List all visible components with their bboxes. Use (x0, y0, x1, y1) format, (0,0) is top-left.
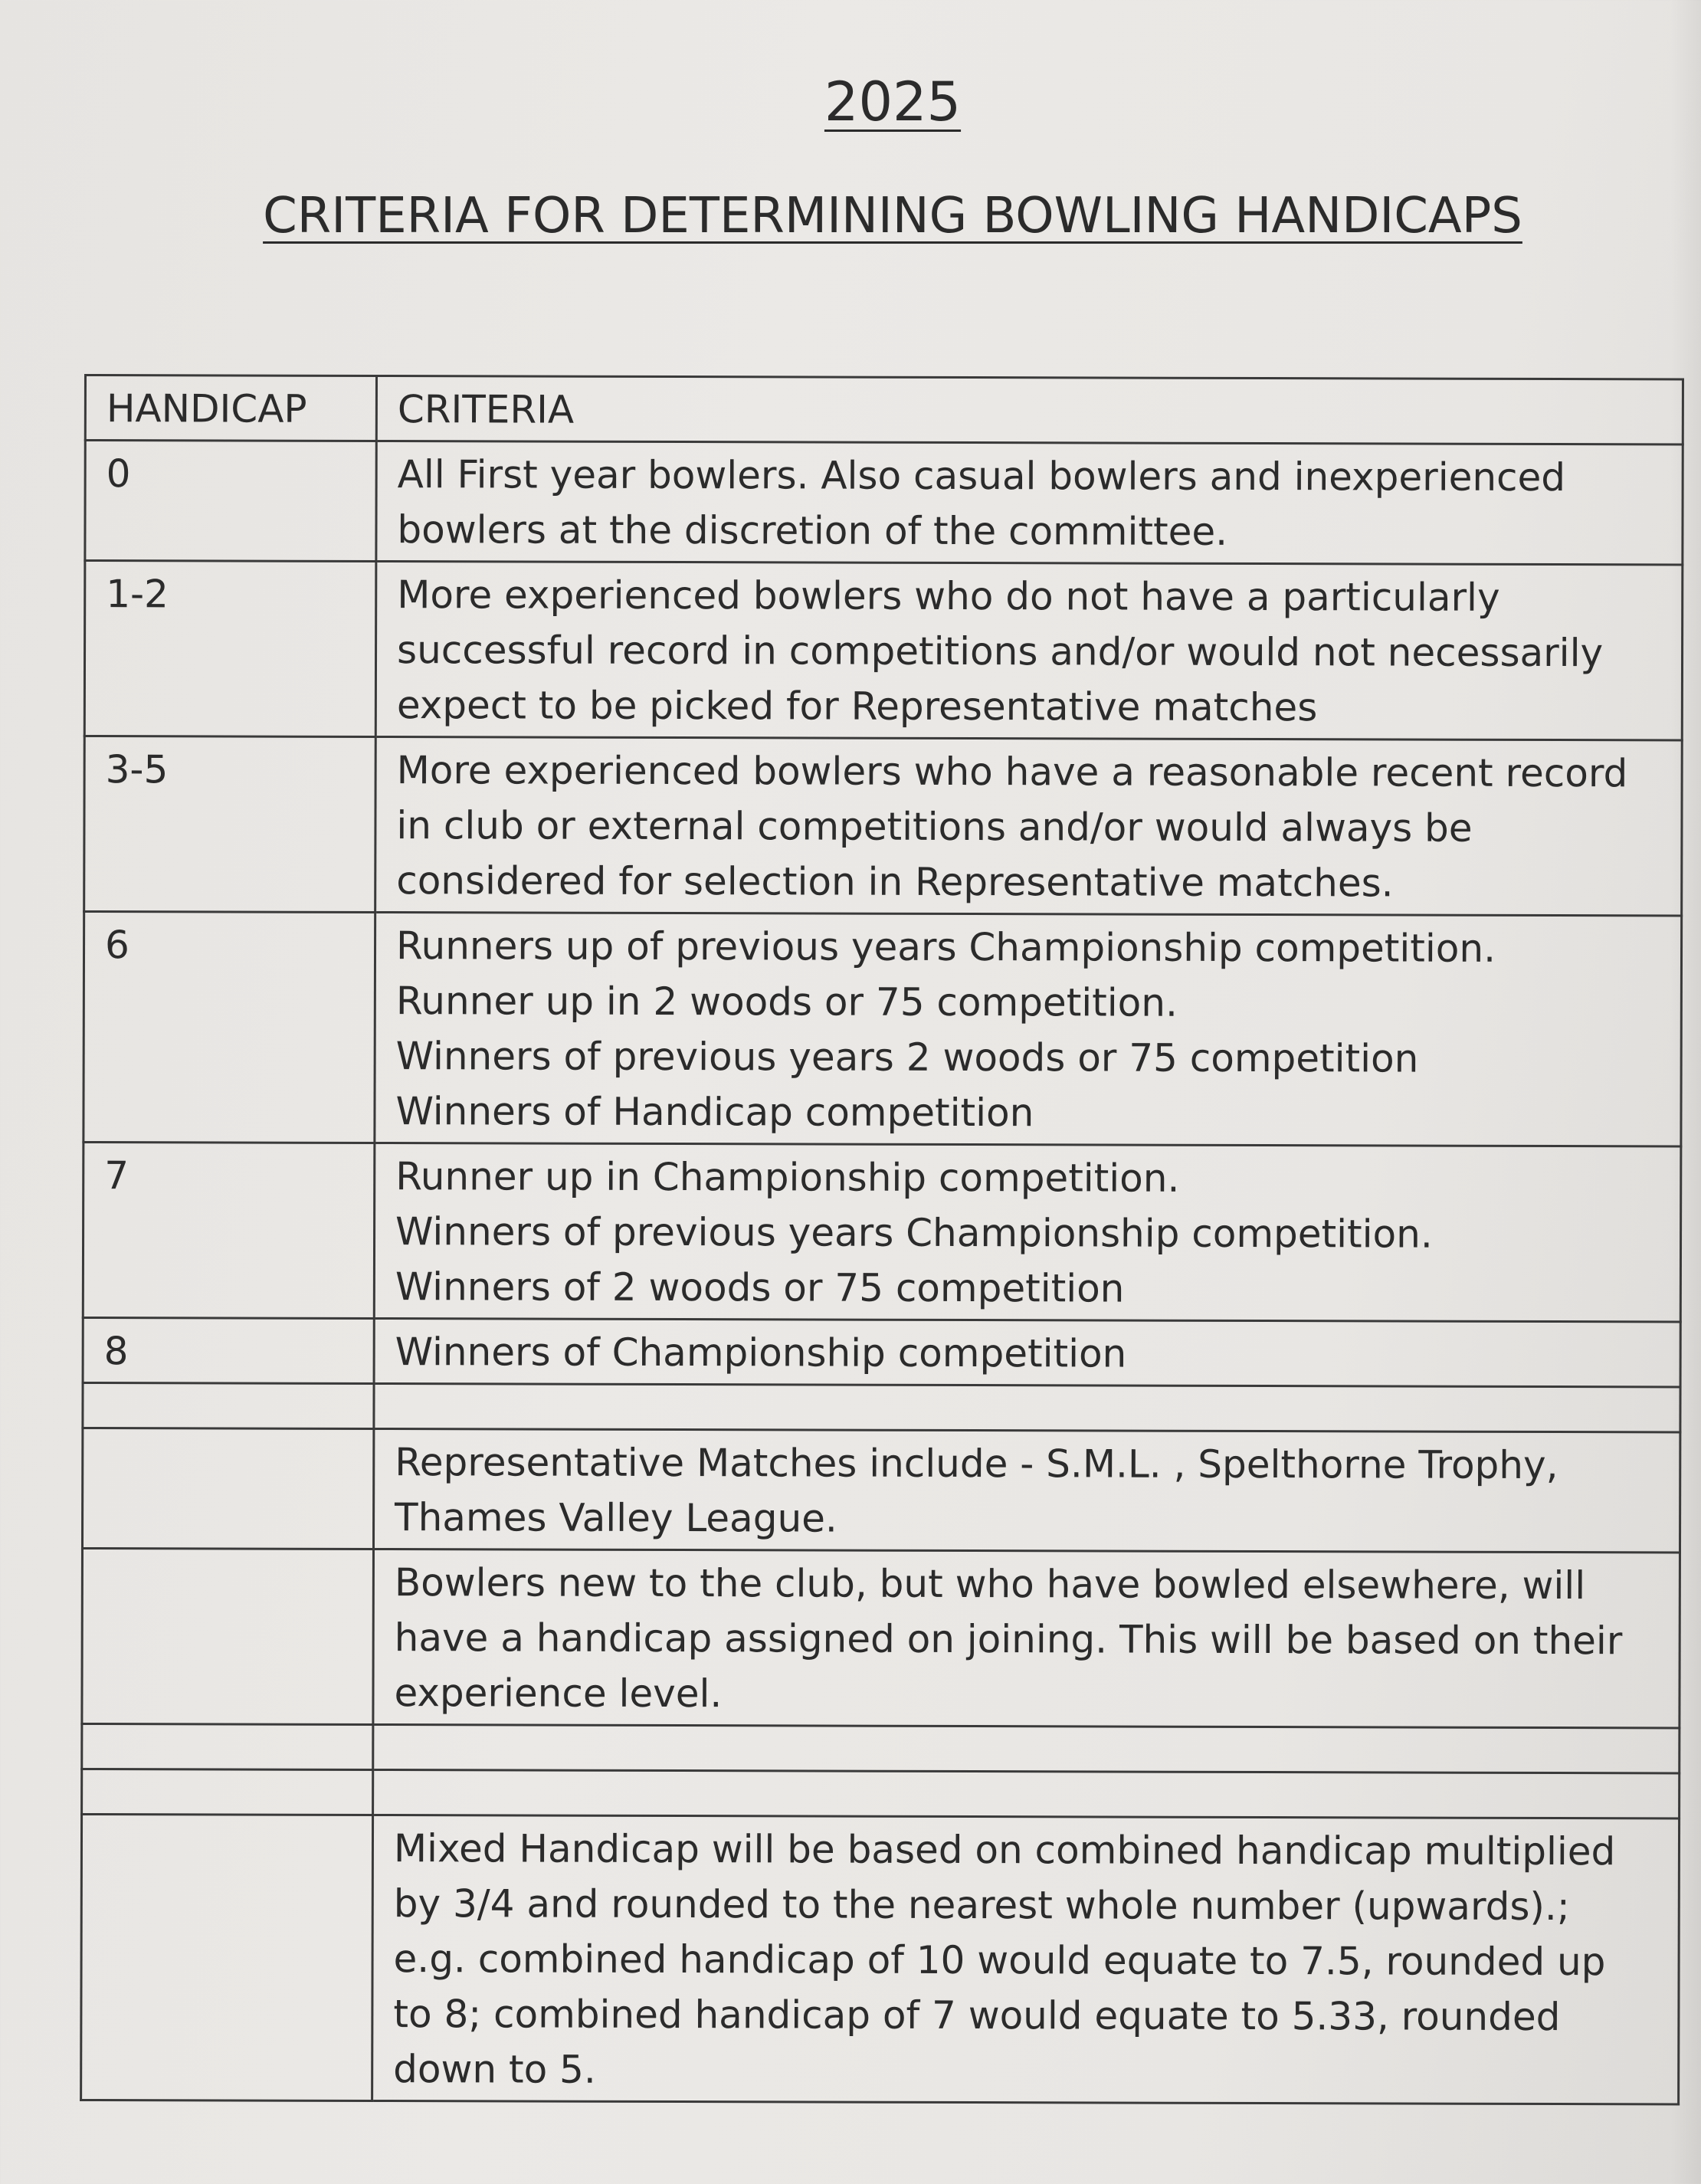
empty-row (83, 1382, 1680, 1431)
empty-cell (82, 1769, 373, 1815)
criteria-line: considered for selection in Representative matches. (396, 858, 1394, 906)
note-line: e.g. combined handicap of 10 would equate to 7.5, rounded up (393, 1936, 1606, 1985)
table-row (85, 441, 1683, 565)
empty-cell (82, 1548, 374, 1724)
table-row (81, 1814, 1680, 2104)
table-row (82, 1548, 1680, 1727)
handicap-value: 8 (83, 1317, 374, 1383)
table-row (84, 736, 1683, 916)
note-line: down to 5. (393, 2047, 596, 2092)
criteria-line: bowlers at the discretion of the committee. (397, 507, 1228, 554)
criteria-line: Winners of Championship competition (395, 1330, 1127, 1376)
table-row (82, 1428, 1680, 1552)
empty-cell (81, 1814, 373, 2100)
criteria-line: More experienced bowlers who have a reasonable recent record (396, 748, 1628, 796)
criteria-line: Winners of previous years Championship competition. (395, 1209, 1433, 1257)
empty-row (82, 1723, 1680, 1772)
new-bowlers-note (373, 1549, 1680, 1727)
criteria-line: in club or external competitions and/or would always be (396, 803, 1473, 851)
criteria-text (376, 441, 1683, 564)
note-line: to 8; combined handicap of 7 would equate to 5.33, rounded (393, 1992, 1561, 2040)
document-year: 2025 (824, 71, 962, 133)
handicap-value: 1-2 (84, 561, 376, 737)
table-row (83, 1317, 1680, 1386)
representative-matches-note (373, 1428, 1680, 1552)
handicap-value: 3-5 (84, 736, 376, 913)
table-row (84, 912, 1682, 1146)
handicap-criteria-table (80, 374, 1684, 2105)
note-line: Bowlers new to the club, but who have bowled elsewhere, will (394, 1560, 1586, 1608)
criteria-line: All First year bowlers. Also casual bowlers and inexperienced (397, 452, 1566, 500)
note-line: Mixed Handicap will be based on combined handicap multiplied (393, 1826, 1616, 1874)
empty-cell (373, 1769, 1680, 1818)
note-line: Representative Matches include - S.M.L. , Spelthorne Trophy, (395, 1440, 1558, 1488)
criteria-line: Winners of 2 woods or 75 competition (395, 1264, 1125, 1311)
criteria-text (375, 736, 1683, 915)
table-row (84, 561, 1683, 740)
empty-cell (82, 1428, 373, 1549)
note-line: Thames Valley League. (395, 1495, 837, 1541)
criteria-line: More experienced bowlers who do not have a particularly (397, 572, 1500, 620)
handicap-value: 7 (83, 1143, 375, 1319)
criteria-line: Runner up in Championship competition. (395, 1154, 1180, 1201)
note-line: experience level. (394, 1671, 723, 1717)
empty-cell (83, 1382, 374, 1428)
empty-row (82, 1769, 1680, 1818)
empty-cell (373, 1724, 1680, 1772)
criteria-line: Winners of Handicap competition (395, 1089, 1034, 1136)
criteria-text (374, 1318, 1680, 1386)
empty-cell (82, 1723, 373, 1769)
document-title: CRITERIA FOR DETERMINING BOWLING HANDICAPS (263, 188, 1522, 244)
criteria-line: Runner up in 2 woods or 75 competition. (395, 979, 1178, 1025)
criteria-column-header: CRITERIA (376, 375, 1683, 444)
handicap-value: 0 (85, 441, 376, 562)
criteria-line: Winners of previous years 2 woods or 75 competition (395, 1034, 1419, 1081)
criteria-line: Runners up of previous years Championship competition. (395, 923, 1496, 971)
criteria-text (375, 912, 1682, 1146)
table-row (83, 1143, 1681, 1322)
table-header-row (85, 375, 1683, 444)
handicap-column-header: HANDICAP (85, 375, 376, 441)
empty-cell (374, 1383, 1680, 1431)
note-line: have a handicap assigned on joining. This will be based on their (394, 1615, 1623, 1664)
criteria-text (375, 561, 1683, 739)
mixed-handicap-note (372, 1815, 1680, 2104)
criteria-line: expect to be picked for Representative matches (396, 683, 1318, 730)
criteria-text (374, 1143, 1681, 1321)
note-line: by 3/4 and rounded to the nearest whole number (upwards).; (393, 1881, 1570, 1930)
handicap-value: 6 (84, 912, 375, 1143)
criteria-line: successful record in competitions and/or would not necessarily (396, 628, 1604, 676)
